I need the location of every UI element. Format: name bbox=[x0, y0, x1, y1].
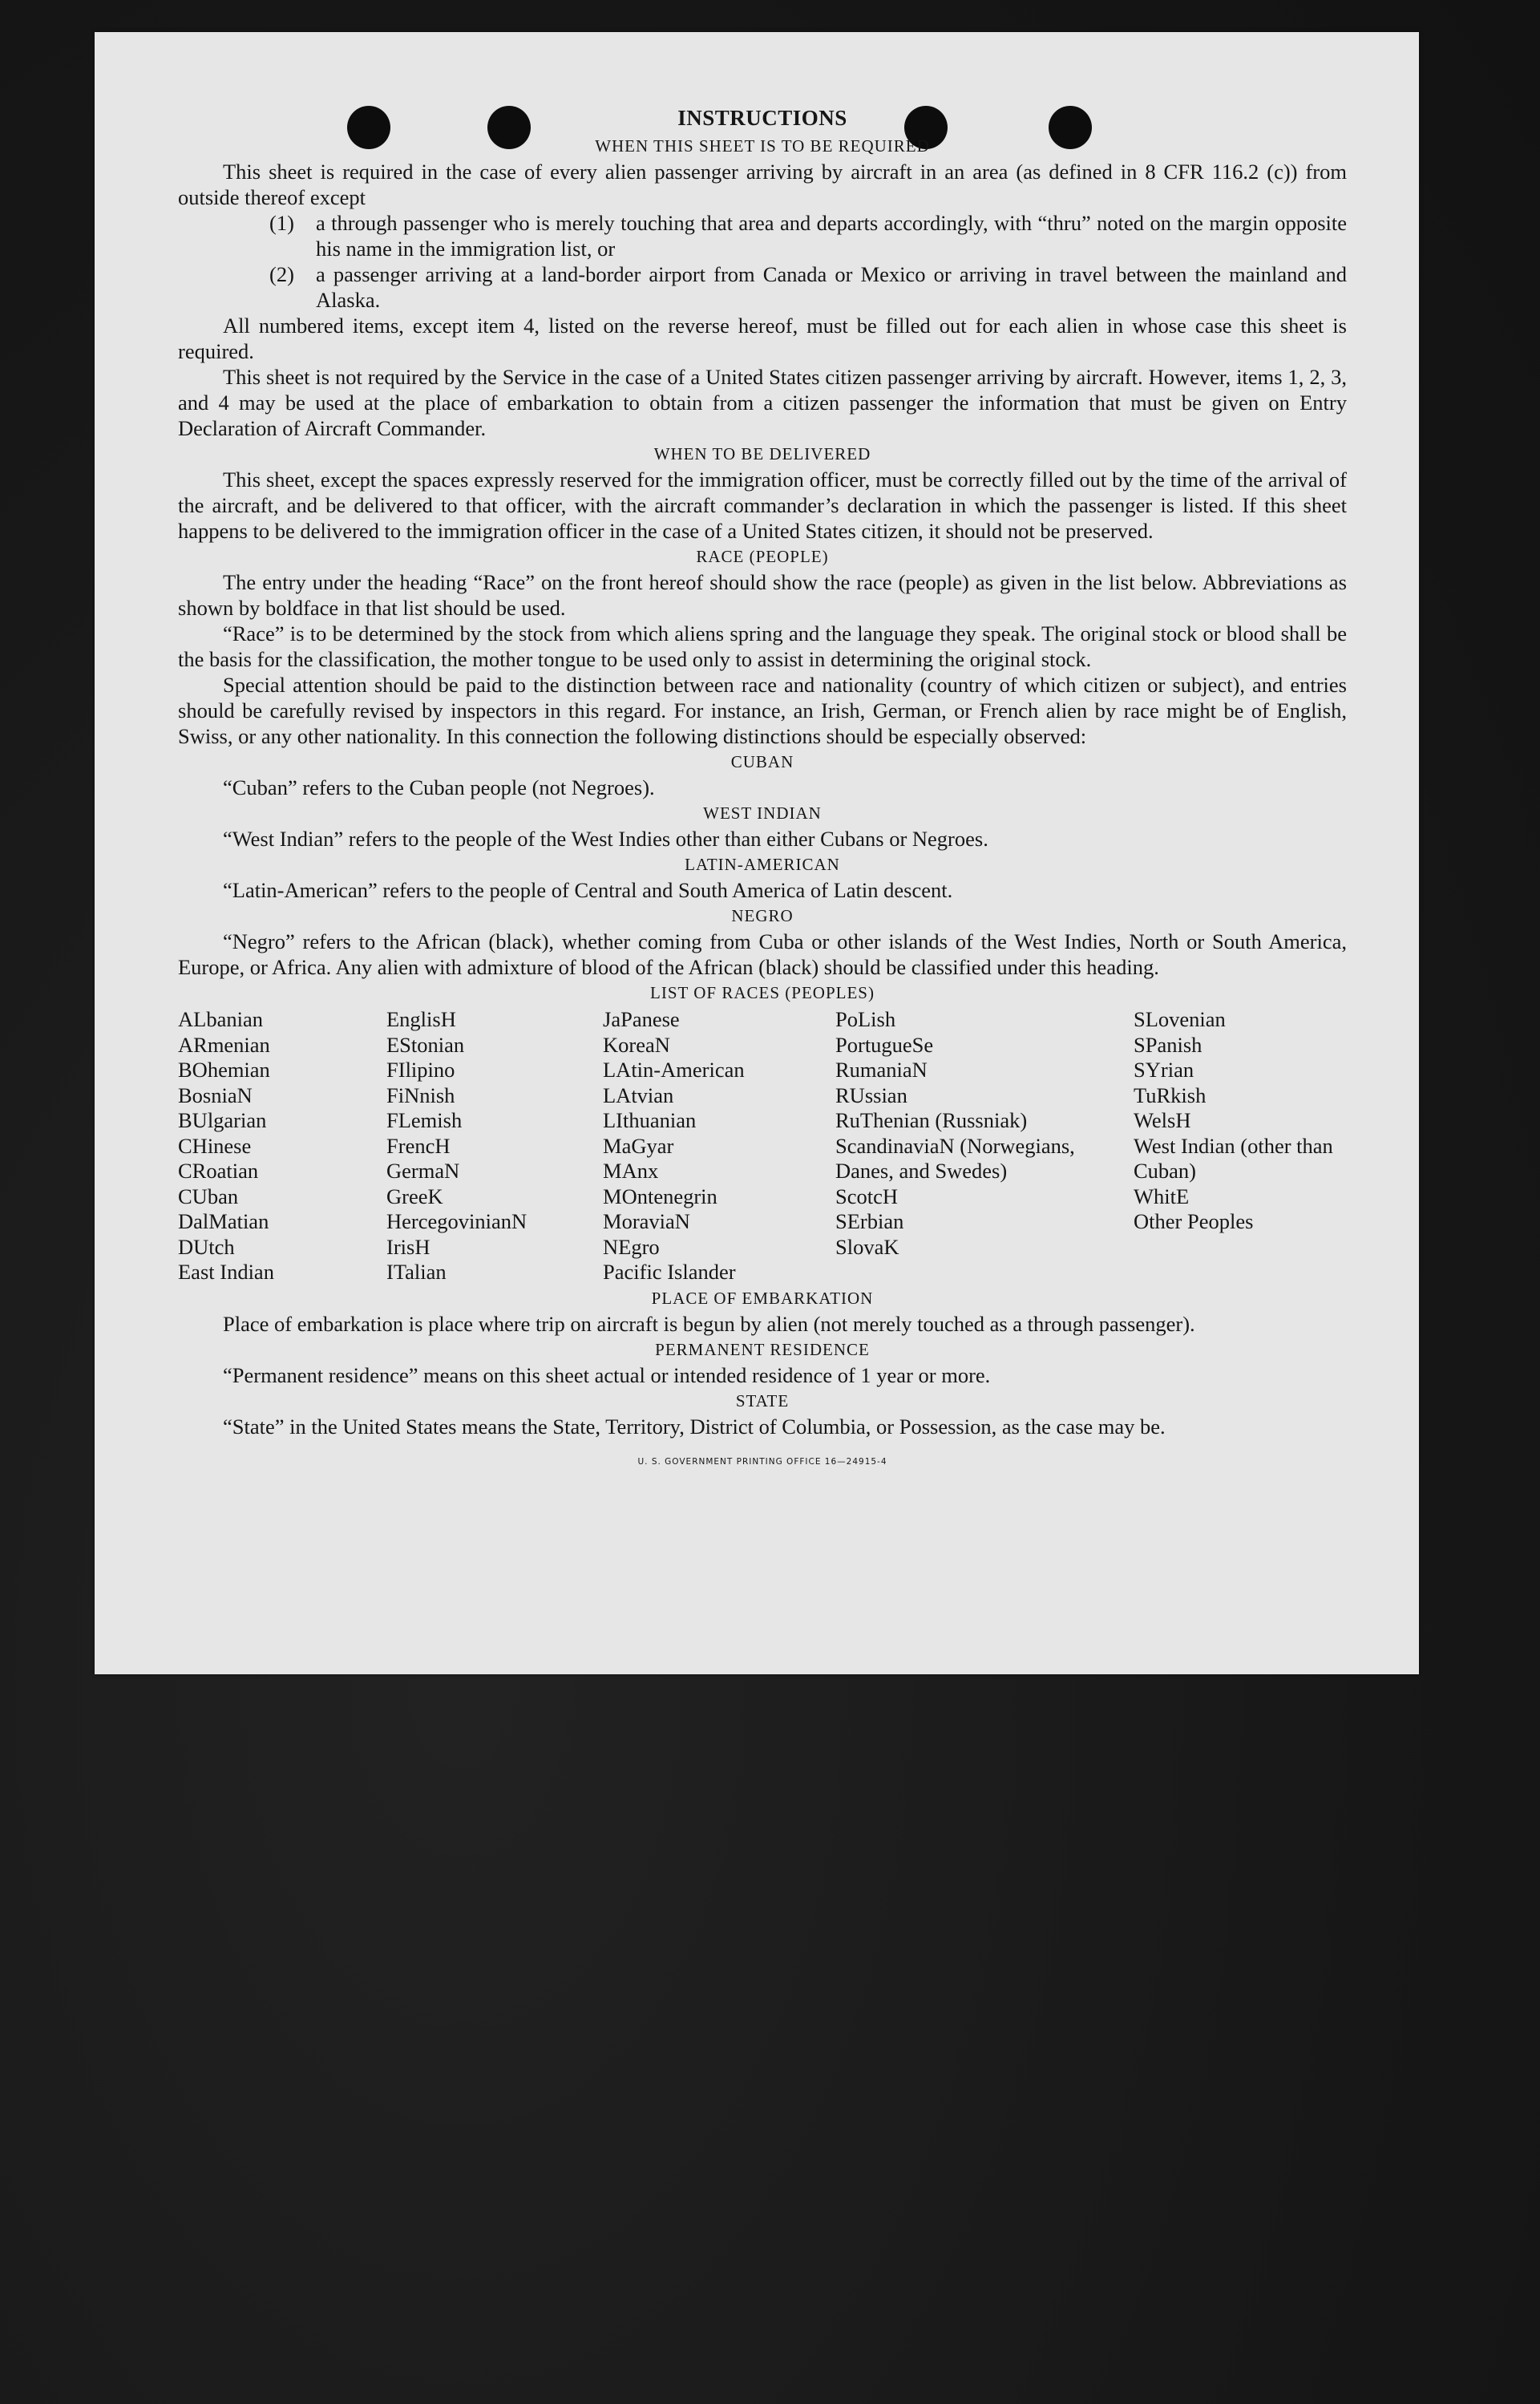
list-item bbox=[269, 261, 1347, 313]
paragraph: This sheet is required in the case of every alien passenger arriving by aircraft in an area (as defined in 8 CFR 116.2 (c)) from outside thereof except bbox=[178, 160, 1347, 209]
paragraph: “Latin-American” refers to the people of Central and South America of Latin descent. bbox=[223, 878, 953, 902]
race-item: SLovenian bbox=[1134, 1007, 1226, 1031]
races-column-5 bbox=[1134, 1007, 1347, 1285]
race-item: ScandinaviaN (Norwegians, Danes, and Swedes) bbox=[835, 1133, 1075, 1183]
paragraph: “Cuban” refers to the Cuban people (not Negroes). bbox=[223, 775, 655, 799]
race-item: CHinese bbox=[178, 1133, 252, 1158]
paragraph: Special attention should be paid to the distinction between race and nationality (country of which citizen or subject), and entries should be carefully revised by inspectors in this regard. For instance, an Irish, German, or French alien by race might be of English, Swiss, or any other nationality. In this connection the following distinctions should be especially observed: bbox=[178, 673, 1347, 748]
race-item: JaPanese bbox=[603, 1007, 680, 1031]
race-item: EStonian bbox=[386, 1032, 465, 1057]
item-text: a passenger arriving at a land-border airport from Canada or Mexico or arriving in travel between the mainland and Alaska. bbox=[316, 262, 1347, 312]
race-item: NEgro bbox=[603, 1234, 660, 1259]
race-item: CUban bbox=[178, 1184, 239, 1208]
race-item: IrisH bbox=[386, 1234, 430, 1259]
section-heading: LATIN-AMERICAN bbox=[685, 855, 840, 874]
races-column-2 bbox=[386, 1007, 603, 1285]
section-heading: STATE bbox=[735, 1390, 790, 1410]
race-item: GreeK bbox=[386, 1184, 443, 1208]
race-item: TuRkish bbox=[1134, 1083, 1207, 1107]
race-item: East Indian bbox=[178, 1260, 274, 1284]
list-item bbox=[269, 210, 1347, 261]
races-column-1 bbox=[178, 1007, 386, 1285]
paragraph: Place of embarkation is place where trip on aircraft is begun by alien (not merely touched as a through passenger). bbox=[223, 1311, 1195, 1336]
section-heading: WHEN THIS SHEET IS TO BE REQUIRED bbox=[595, 136, 930, 156]
races-heading: LIST OF RACES (PEOPLES) bbox=[650, 983, 875, 1002]
race-item: PortugueSe bbox=[835, 1032, 934, 1057]
race-item: SYrian bbox=[1134, 1058, 1194, 1082]
race-item: FiNnish bbox=[386, 1083, 455, 1107]
race-item: LAtvian bbox=[603, 1083, 674, 1107]
race-item: BUlgarian bbox=[178, 1108, 267, 1132]
race-item: ITalian bbox=[386, 1260, 447, 1284]
section-heading: RACE (PEOPLE) bbox=[696, 547, 829, 566]
item-text: a through passenger who is merely touching that area and departs accordingly, with “thru” noted on the margin opposite his name in the immigration list, or bbox=[316, 211, 1347, 261]
page-title: INSTRUCTIONS bbox=[677, 106, 847, 130]
race-item: SPanish bbox=[1134, 1032, 1202, 1057]
section-heading: CUBAN bbox=[730, 752, 794, 771]
race-item: DUtch bbox=[178, 1234, 235, 1259]
section-heading: PLACE OF EMBARKATION bbox=[651, 1288, 874, 1308]
race-item: LIthuanian bbox=[603, 1108, 697, 1132]
paragraph: “Permanent residence” means on this sheet actual or intended residence of 1 year or more. bbox=[223, 1362, 991, 1387]
section-heading: PERMANENT RESIDENCE bbox=[655, 1339, 870, 1359]
race-item: BosniaN bbox=[178, 1083, 253, 1107]
race-item: EnglisH bbox=[386, 1007, 456, 1031]
paragraph: The entry under the heading “Race” on the front hereof should show the race (people) as given in the list below. Abbreviations as shown by boldface in that list should be used. bbox=[178, 570, 1347, 620]
race-item: FrencH bbox=[386, 1133, 451, 1158]
paragraph: “Race” is to be determined by the stock from which aliens spring and the language they speak. The original stock or blood shall be the basis for the classification, the mother tongue to be used only to assist in determining the original stock. bbox=[178, 621, 1347, 671]
section-heading: NEGRO bbox=[731, 906, 794, 925]
race-item: MaGyar bbox=[603, 1133, 674, 1158]
document-body bbox=[178, 103, 1347, 1475]
races-column-3 bbox=[603, 1007, 835, 1285]
race-item: HercegovinianN bbox=[386, 1209, 527, 1233]
race-item: MOntenegrin bbox=[603, 1184, 717, 1208]
race-item: Other Peoples bbox=[1134, 1209, 1254, 1233]
race-item: CRoatian bbox=[178, 1159, 259, 1183]
race-item: MAnx bbox=[603, 1159, 659, 1183]
printer-imprint: U. S. GOVERNMENT PRINTING OFFICE 16—24915-4 bbox=[637, 1456, 887, 1467]
race-item: WelsH bbox=[1134, 1108, 1191, 1132]
race-item: ARmenian bbox=[178, 1032, 270, 1057]
race-item: RUssian bbox=[835, 1083, 907, 1107]
race-item: DalMatian bbox=[178, 1209, 269, 1233]
race-item: BOhemian bbox=[178, 1058, 270, 1082]
paragraph: This sheet, except the spaces expressly reserved for the immigration officer, must be correctly filled out by the time of the arrival of the aircraft, and be delivered to that officer, with the aircraft commander’s declaration in which the passenger is listed. If this sheet happens to be delivered to the immigration officer in the case of a United States citizen, it should not be preserved. bbox=[178, 467, 1347, 543]
race-item: Pacific Islander bbox=[603, 1260, 736, 1284]
race-item: FIlipino bbox=[386, 1058, 455, 1082]
paragraph: This sheet is not required by the Service in the case of a United States citizen passenger arriving by aircraft. However, items 1, 2, 3, and 4 may be used at the place of embarkation to obtain from a citizen passenger the information that must be given on Entry Declaration of Aircraft Commander. bbox=[178, 365, 1347, 440]
race-item: SlovaK bbox=[835, 1234, 899, 1259]
race-item: WhitE bbox=[1134, 1184, 1190, 1208]
section-heading: WEST INDIAN bbox=[703, 803, 822, 823]
race-item: GermaN bbox=[386, 1159, 460, 1183]
races-list bbox=[178, 1007, 1347, 1285]
race-item: RuThenian (Russniak) bbox=[835, 1108, 1028, 1132]
race-item: LAtin-American bbox=[603, 1058, 745, 1082]
race-item: West Indian (other than Cuban) bbox=[1134, 1133, 1333, 1183]
section-heading: WHEN TO BE DELIVERED bbox=[653, 444, 871, 463]
races-column-4 bbox=[835, 1007, 1134, 1285]
race-item: FLemish bbox=[386, 1108, 463, 1132]
paragraph: All numbered items, except item 4, listed on the reverse hereof, must be filled out for each alien in whose case this sheet is required. bbox=[178, 314, 1347, 363]
instruction-sheet bbox=[95, 32, 1419, 1674]
paragraph: “Negro” refers to the African (black), whether coming from Cuba or other islands of the West Indies, North or South America, Europe, or Africa. Any alien with admixture of blood of the African (black) should be classified under this heading. bbox=[178, 929, 1347, 979]
race-item: SErbian bbox=[835, 1209, 904, 1233]
item-number: (2) bbox=[269, 262, 294, 286]
item-number: (1) bbox=[269, 211, 294, 235]
paragraph: “West Indian” refers to the people of the West Indies other than either Cubans or Negroes. bbox=[223, 827, 988, 851]
race-item: PoLish bbox=[835, 1007, 896, 1031]
race-item: ScotcH bbox=[835, 1184, 899, 1208]
race-item: KoreaN bbox=[603, 1032, 670, 1057]
race-item: MoraviaN bbox=[603, 1209, 690, 1233]
race-item: RumaniaN bbox=[835, 1058, 928, 1082]
paragraph: “State” in the United States means the State, Territory, District of Columbia, or Possession, as the case may be. bbox=[223, 1414, 1166, 1439]
race-item: ALbanian bbox=[178, 1007, 263, 1031]
